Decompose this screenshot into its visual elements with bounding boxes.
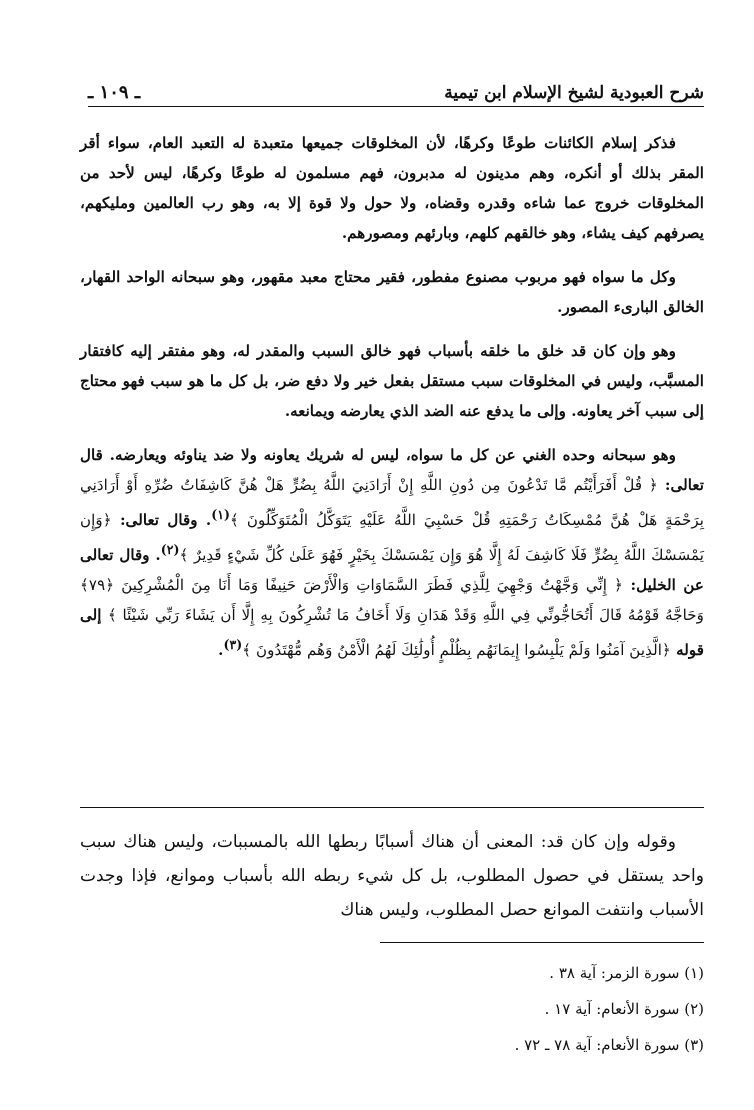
footnote-divider bbox=[380, 942, 704, 943]
commentary-text bbox=[80, 825, 704, 927]
quote-intro: قال تعالى: bbox=[80, 446, 704, 494]
quran-verse-zumar: ﴿ قُلْ أَفَرَأَيْتُم مَّا تَدْعُونَ مِن دُونِ اللَّهِ إِنْ أَرَادَنِيَ اللَّهُ بِضُرٍّ هَلْ هُنَّ كَاشِفَاتُ ضُرِّهِ أَوْ أَرَادَنِي بِرَحْمَةٍ هَلْ هُنَّ مُمْسِكَاتُ رَحْمَتِهِ قُلْ حَسْبِيَ اللَّهُ عَلَيْهِ يَتَوَكَّلُ الْمُتَوَكِّلُونَ ﴾ bbox=[80, 476, 705, 530]
footnote-2: (٢) سورة الأنعام: آية ١٧ . bbox=[544, 1000, 704, 1018]
page-number: ـ ١٠٩ ـ bbox=[88, 82, 141, 103]
footnote-1: (١) سورة الزمر: آية ٣٨ . bbox=[549, 964, 704, 982]
section-divider bbox=[80, 807, 704, 808]
quran-verse-anam-82: ﴿الَّذِينَ آمَنُوا وَلَمْ يَلْبِسُوا إِيمَانَهُم بِظُلْمٍ أُولَٰئِكَ لَهُمُ الْأَمْنُ وَهُم مُّهْتَدُونَ ﴾ bbox=[242, 641, 671, 660]
quote-intro: إلى قوله bbox=[80, 606, 704, 660]
footnotes bbox=[300, 955, 704, 1063]
paragraph-islam-of-creatures: فذكر إسلام الكائنات طوعًا وكرهًا، لأن المخلوقات جميعها متعبدة له التعبد العام، سواء أقر المقر بذلك أو أنكره، وهم مدينون له مدبرون، فهم مسلمون له طوعًا وكرهًا، ليس لأحد من المخلوقات خروج عما شاءه وقدره وقضاه، ولا حول ولا قوة إلا به، وهو رب العالمين ومليكهم، يصرفهم كيف يشاء، وهو خالقهم كلهم، وبارئهم ومصورهم. bbox=[80, 134, 704, 242]
header-title: شرح العبودية لشيخ الإسلام ابن تيمية bbox=[444, 83, 704, 103]
main-text bbox=[80, 128, 704, 665]
self-sufficiency-text: وهو سبحانه وحده الغني عن كل ما سواه، ليس له شريك يعاونه ولا ضد يناوئه ويعارضه. bbox=[109, 446, 676, 464]
footnote-ref-2: (٢) bbox=[160, 542, 180, 558]
quote-intro: . وقال تعالى عن الخليل: bbox=[80, 546, 704, 595]
footnote-3: (٣) سورة الأنعام: آية ٧٨ ـ ٧٢ . bbox=[514, 1036, 704, 1054]
quran-verse-anam-79: ﴿ إِنِّي وَجَّهْتُ وَجْهِيَ لِلَّذِي فَطَرَ السَّمَاوَاتِ وَالْأَرْضَ حَنِيفًا وَمَا أَنَا مِنَ الْمُشْرِكِينَ ﴿٧٩﴾ وَحَاجَّهُ قَوْمُهُ قَالَ أَتُحَاجُّونِّي فِي اللَّهِ وَقَدْ هَدَانِ وَلَا أَخَافُ مَا تُشْرِكُونَ بِهِ إِلَّا أَن يَشَاءَ رَبِّي شَيْئًا ﴾ bbox=[80, 576, 704, 625]
paragraph-created-beings: وكل ما سواه فهو مربوب مصنوع مفطور، فقير محتاج معبد مقهور، وهو سبحانه الواحد القهار، الخالق البارىء المصور. bbox=[80, 268, 704, 316]
quote-intro: . وقال تعالى: bbox=[111, 511, 212, 530]
commentary-paragraph: وقوله وإن كان قد: المعنى أن هناك أسبابًا ربطها الله بالمسببات، وليس هناك سبب واحد يستقل في حصول المطلوب، بل كل شيء ربطه الله بأسباب وموانع، فإذا وجدت الأسباب وانتفت الموانع حصل المطلوب، وليس هناك bbox=[80, 832, 704, 920]
footnote-ref-1: (١) bbox=[211, 507, 231, 522]
footnote-ref-3: (٣) bbox=[223, 637, 243, 653]
running-header bbox=[88, 72, 704, 107]
quran-verse-anam-17: ﴿وَإِن يَمْسَسْكَ اللَّهُ بِضُرٍّ فَلَا كَاشِفَ لَهُ إِلَّا هُوَ وَإِن يَمْسَسْكَ بِخَيْرٍ فَهُوَ عَلَىٰ كُلِّ شَيْءٍ قَدِيرٌ ﴾ bbox=[80, 511, 705, 565]
quote-end: . bbox=[218, 641, 224, 660]
paragraph-causes: وهو وإن كان قد خلق ما خلقه بأسباب فهو خالق السبب والمقدر له، وهو مفتقر إليه كافتقار المسبَّب، وليس في المخلوقات سبب مستقل بفعل خير ولا دفع ضر، بل كل ما هو سبب فهو محتاج إلى سبب آخر يعاونه. وإلى ما يدفع عنه الضد الذي يعارضه ويمانعه. bbox=[80, 342, 704, 420]
paragraph-quran-evidence bbox=[80, 440, 704, 665]
